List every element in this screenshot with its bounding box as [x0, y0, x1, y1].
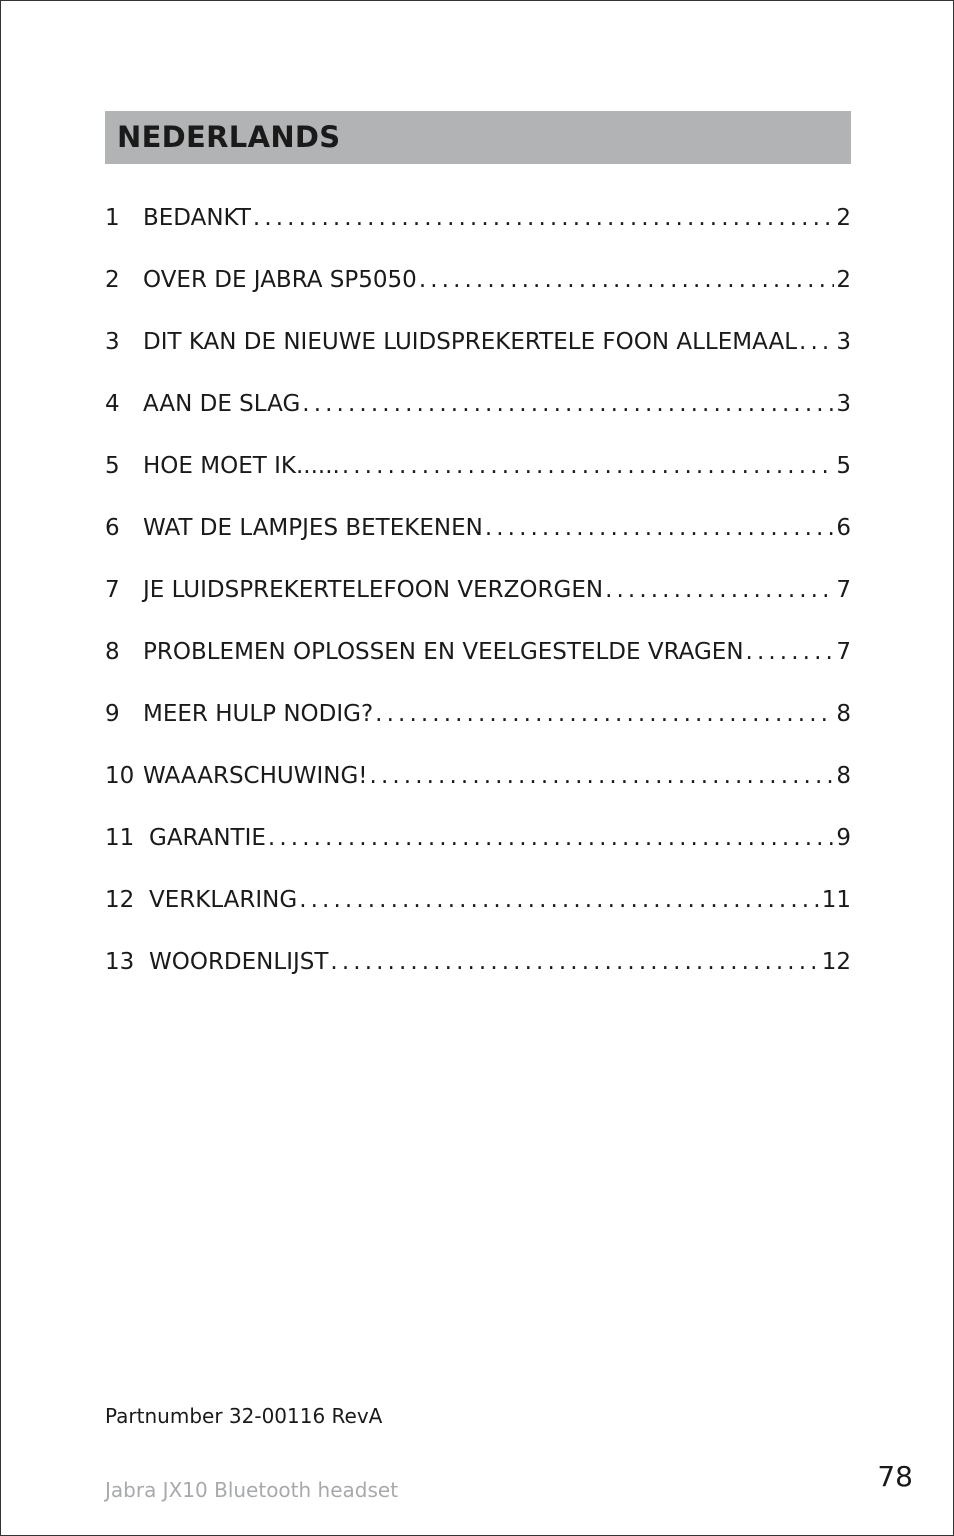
toc-entry-number: 11	[105, 825, 135, 851]
toc-entry[interactable]	[105, 693, 851, 755]
toc-entry[interactable]	[105, 941, 851, 1003]
toc-entry-page: 7	[836, 577, 851, 603]
toc-entry-page: 6	[836, 515, 851, 541]
toc-dot-leader	[268, 817, 834, 859]
toc-entry-number: 6	[105, 515, 120, 541]
toc-entry-number: 13	[105, 949, 135, 975]
toc-entry-title: DIT KAN DE NIEUWE LUIDSPREKERTELE FOON ALLEMAAL	[143, 329, 798, 355]
toc-entry-title: WAT DE LAMPJES BETEKENEN	[143, 515, 483, 541]
toc-entry-page: 9	[836, 825, 851, 851]
toc-entry-title: WOORDENLIJST	[149, 949, 329, 975]
toc-entry[interactable]	[105, 259, 851, 321]
toc-entry[interactable]	[105, 817, 851, 879]
toc-entry[interactable]	[105, 879, 851, 941]
toc-entry[interactable]	[105, 755, 851, 817]
toc-entry-page: 2	[836, 205, 851, 231]
toc-dot-leader	[375, 693, 834, 735]
toc-entry-number: 3	[105, 329, 120, 355]
section-heading-bar	[105, 111, 851, 164]
toc-entry-page: 3	[836, 391, 851, 417]
toc-entry-title: VERKLARING	[149, 887, 298, 913]
toc-dot-leader	[253, 197, 834, 239]
part-number: Partnumber 32-00116 RevA	[105, 1404, 383, 1428]
section-heading: NEDERLANDS	[117, 120, 341, 154]
toc-entry-title: OVER DE JABRA SP5050	[143, 267, 417, 293]
toc-dot-leader	[330, 941, 819, 983]
toc-entry-page: 3	[836, 329, 851, 355]
toc-entry-title: HOE MOET IK......	[143, 453, 340, 479]
toc-entry-number: 9	[105, 701, 120, 727]
toc-entry[interactable]	[105, 631, 851, 693]
toc-dot-leader	[605, 569, 834, 611]
toc-entry-title: JE LUIDSPREKERTELEFOON VERZORGEN	[143, 577, 604, 603]
toc-dot-leader	[299, 879, 820, 921]
table-of-contents	[105, 197, 851, 1003]
toc-entry-title: AAN DE SLAG	[143, 391, 301, 417]
toc-entry[interactable]	[105, 321, 851, 383]
toc-entry-page: 12	[821, 949, 851, 975]
toc-entry-number: 8	[105, 639, 120, 665]
toc-entry-page: 11	[821, 887, 851, 913]
toc-entry-page: 8	[836, 701, 851, 727]
toc-entry-number: 4	[105, 391, 120, 417]
toc-dot-leader	[485, 507, 835, 549]
toc-entry-page: 5	[836, 453, 851, 479]
toc-dot-leader	[746, 631, 835, 673]
toc-entry-title: PROBLEMEN OPLOSSEN EN VEELGESTELDE VRAGEN	[143, 639, 744, 665]
toc-entry-number: 12	[105, 887, 135, 913]
toc-entry[interactable]	[105, 383, 851, 445]
footer-product-title: Jabra JX10 Bluetooth headset	[105, 1478, 399, 1502]
toc-entry-number: 2	[105, 267, 120, 293]
toc-entry-title: BEDANKT	[143, 205, 251, 231]
toc-entry-title: WAAARSCHUWING!	[143, 763, 368, 789]
toc-entry-number: 1	[105, 205, 120, 231]
toc-entry-page: 7	[836, 639, 851, 665]
page-number: 78	[877, 1460, 913, 1493]
toc-entry-number: 10	[105, 763, 135, 789]
toc-entry[interactable]	[105, 569, 851, 631]
toc-entry-page: 8	[836, 763, 851, 789]
toc-dot-leader	[370, 755, 835, 797]
toc-entry-title: MEER HULP NODIG?	[143, 701, 374, 727]
toc-entry[interactable]	[105, 197, 851, 259]
toc-dot-leader	[419, 259, 835, 301]
toc-entry-number: 5	[105, 453, 120, 479]
toc-entry-number: 7	[105, 577, 120, 603]
toc-dot-leader	[342, 445, 835, 487]
toc-entry-page: 2	[836, 267, 851, 293]
toc-entry[interactable]	[105, 445, 851, 507]
toc-dot-leader	[799, 321, 834, 363]
toc-dot-leader	[302, 383, 834, 425]
toc-entry[interactable]	[105, 507, 851, 569]
toc-entry-title: GARANTIE	[149, 825, 266, 851]
